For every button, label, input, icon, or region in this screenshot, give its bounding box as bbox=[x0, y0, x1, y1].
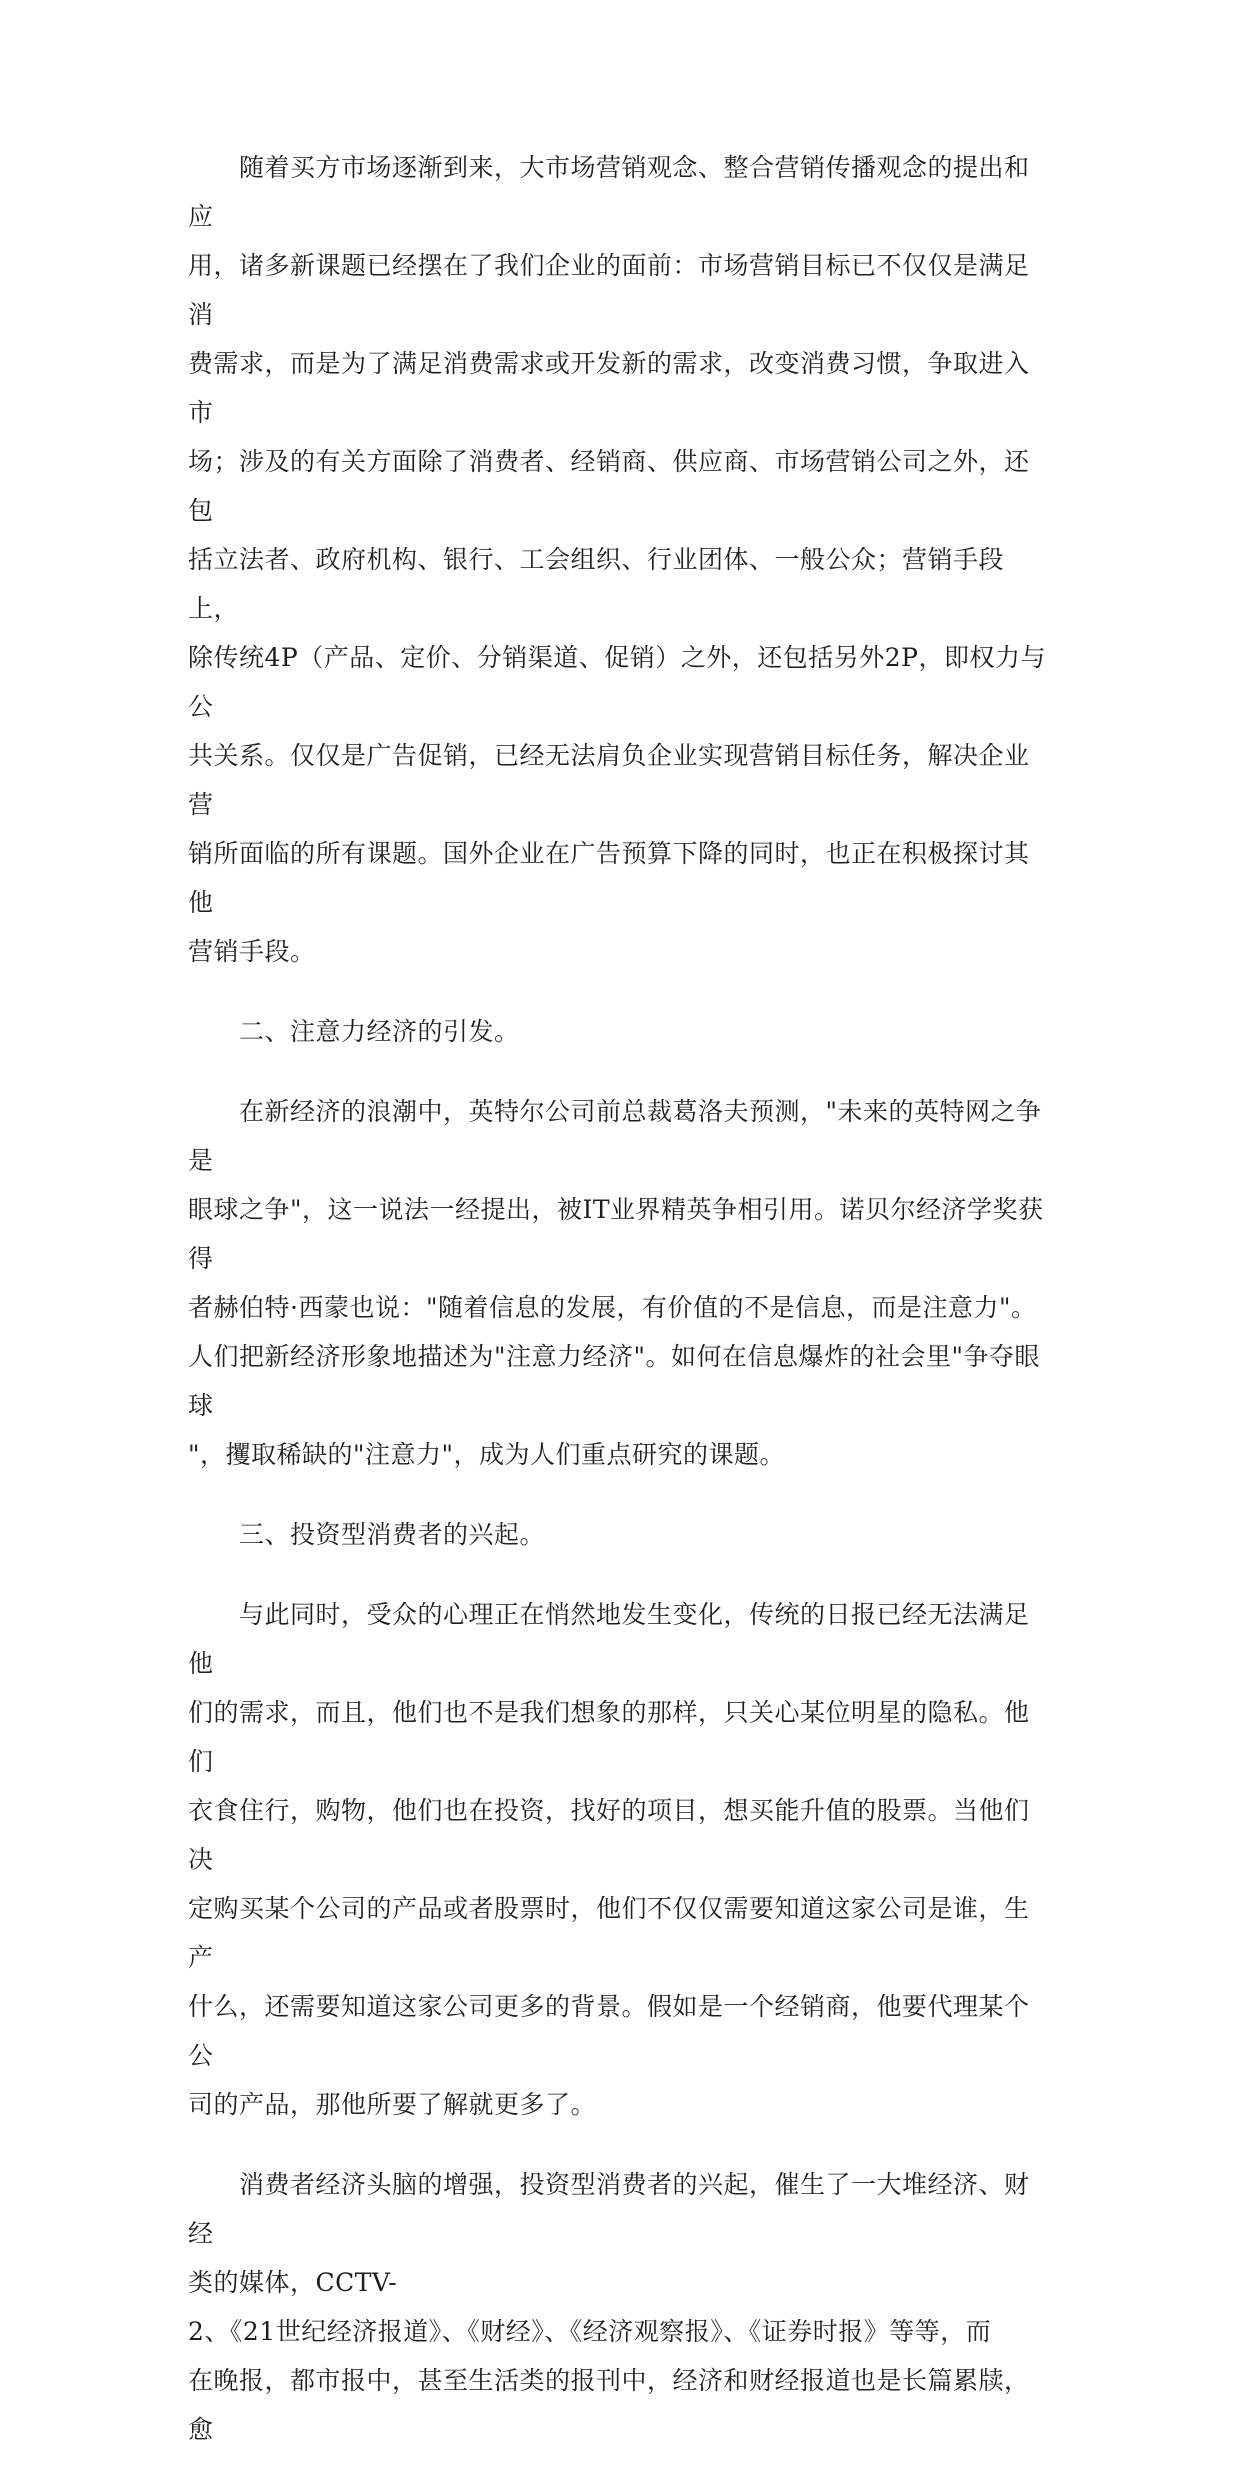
document-body bbox=[188, 143, 1054, 2485]
paragraph-audience-psychology: 与此同时，受众的心理正在悄然地发生变化，传统的日报已经无法满足他 们的需求，而且，他们也不是我们想象的那样，只关心某位明星的隐私。他们 衣食住行，购物，他们也在投资，找好的项目，想买能升值的股票。当他们决 定购买某个公司的产品或者股票时，他们不仅仅需要知道这家公司是谁，生产 什么，还需要知道这家公司更多的背景。假如是一个经销商，他要代理某个公 司的产品，那他所要了解就更多了。 bbox=[188, 1600, 1030, 2119]
paragraph-financial-media: 消费者经济头脑的增强，投资型消费者的兴起，催生了一大堆经济、财经 类的媒体，CCTV- 2、《21世纪经济报道》、《财经》、《经济观察报》、《证券时报》等等，而 在晚报，都市报中，甚至生活类的报刊中，经济和财经报道也是长篇累牍，愈 bbox=[188, 2170, 1030, 2444]
heading-investment-consumers: 三、投资型消费者的兴起。 bbox=[188, 1520, 546, 1549]
paragraph-market-concepts: 随着买方市场逐渐到来，大市场营销观念、整合营销传播观念的提出和应 用，诸多新课题已经摆在了我们企业的面前：市场营销目标已不仅仅是满足消 费需求，而是为了满足消费需求或开发新的需求，改变消费习惯，争取进入市 场；涉及的有关方面除了消费者、经销商、供应商、市场营销公司之外，还包 括立法者、政府机构、银行、工会组织、行业团体、一般公众；营销手段上， 除传统4P（产品、定价、分销渠道、促销）之外，还包括另外2P，即权力与公 共关系。仅仅是广告促销，已经无法肩负企业实现营销目标任务，解决企业营 销所面临的所有课题。国外企业在广告预算下降的同时，也正在积极探讨其他 营销手段。 bbox=[188, 153, 1046, 966]
paragraph-attention-economy: 在新经济的浪潮中，英特尔公司前总裁葛洛夫预测，"未来的英特网之争是 眼球之争"，这一说法一经提出，被IT业界精英争相引用。诺贝尔经济学奖获得 者赫伯特·西蒙也说："随着信息的发展，有价值的不是信息，而是注意力"。 人们把新经济形象地描述为"注意力经济"。如何在信息爆炸的社会里"争夺眼球 "，攫取稀缺的"注意力"，成为人们重点研究的课题。 bbox=[188, 1097, 1044, 1469]
heading-attention-economy: 二、注意力经济的引发。 bbox=[188, 1017, 520, 1046]
